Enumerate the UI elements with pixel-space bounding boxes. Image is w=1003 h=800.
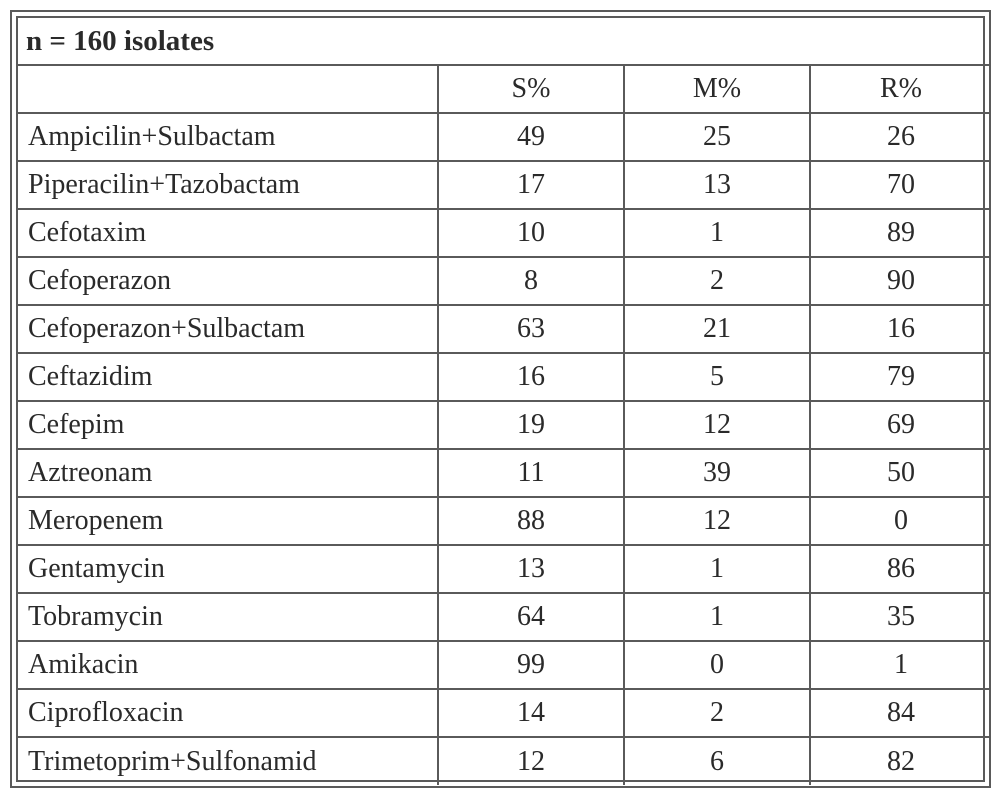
s-percent-cell: 17 [438, 161, 624, 209]
r-percent-cell: 86 [810, 545, 991, 593]
r-percent-cell: 35 [810, 593, 991, 641]
antibiotic-cell: Aztreonam [18, 449, 438, 497]
antibiotic-cell: Trimetoprim+Sulfonamid [18, 737, 438, 785]
m-percent-cell: 1 [624, 209, 810, 257]
m-percent-cell: 25 [624, 113, 810, 161]
s-percent-cell: 99 [438, 641, 624, 689]
m-percent-cell: 21 [624, 305, 810, 353]
s-percent-cell: 64 [438, 593, 624, 641]
table-row [18, 689, 991, 737]
antibiotic-cell: Piperacilin+Tazobactam [18, 161, 438, 209]
r-percent-cell: 26 [810, 113, 991, 161]
header-cell-s: S% [438, 65, 624, 113]
m-percent-cell: 6 [624, 737, 810, 785]
r-percent-cell: 16 [810, 305, 991, 353]
table-row [18, 737, 991, 785]
table-row [18, 257, 991, 305]
title-row [18, 18, 991, 65]
r-percent-cell: 50 [810, 449, 991, 497]
r-percent-cell: 0 [810, 497, 991, 545]
m-percent-cell: 5 [624, 353, 810, 401]
header-cell-blank [18, 65, 438, 113]
header-row [18, 65, 991, 113]
r-percent-cell: 69 [810, 401, 991, 449]
antibiotic-cell: Amikacin [18, 641, 438, 689]
antibiotic-cell: Ciprofloxacin [18, 689, 438, 737]
header-cell-m: M% [624, 65, 810, 113]
table-row [18, 593, 991, 641]
table-title: n = 160 isolates [18, 18, 991, 65]
r-percent-cell: 70 [810, 161, 991, 209]
antibiotic-cell: Ceftazidim [18, 353, 438, 401]
antibiotic-cell: Gentamycin [18, 545, 438, 593]
susceptibility-table [18, 18, 991, 785]
m-percent-cell: 0 [624, 641, 810, 689]
m-percent-cell: 12 [624, 401, 810, 449]
r-percent-cell: 84 [810, 689, 991, 737]
table-row [18, 401, 991, 449]
m-percent-cell: 12 [624, 497, 810, 545]
antibiotic-cell: Tobramycin [18, 593, 438, 641]
table-row [18, 161, 991, 209]
antibiotic-cell: Meropenem [18, 497, 438, 545]
header-cell-r: R% [810, 65, 991, 113]
antibiotic-cell: Cefoperazon+Sulbactam [18, 305, 438, 353]
s-percent-cell: 63 [438, 305, 624, 353]
table-inner-border [16, 16, 985, 782]
s-percent-cell: 19 [438, 401, 624, 449]
r-percent-cell: 82 [810, 737, 991, 785]
table-row [18, 641, 991, 689]
r-percent-cell: 1 [810, 641, 991, 689]
s-percent-cell: 10 [438, 209, 624, 257]
s-percent-cell: 11 [438, 449, 624, 497]
m-percent-cell: 1 [624, 545, 810, 593]
antibiotic-cell: Cefepim [18, 401, 438, 449]
m-percent-cell: 13 [624, 161, 810, 209]
antibiotic-cell: Ampicilin+Sulbactam [18, 113, 438, 161]
s-percent-cell: 12 [438, 737, 624, 785]
s-percent-cell: 49 [438, 113, 624, 161]
table-row [18, 449, 991, 497]
r-percent-cell: 79 [810, 353, 991, 401]
s-percent-cell: 14 [438, 689, 624, 737]
m-percent-cell: 39 [624, 449, 810, 497]
m-percent-cell: 1 [624, 593, 810, 641]
s-percent-cell: 16 [438, 353, 624, 401]
table-row [18, 113, 991, 161]
r-percent-cell: 90 [810, 257, 991, 305]
table-row [18, 497, 991, 545]
s-percent-cell: 8 [438, 257, 624, 305]
antibiotic-cell: Cefoperazon [18, 257, 438, 305]
table-row [18, 305, 991, 353]
table-row [18, 209, 991, 257]
s-percent-cell: 88 [438, 497, 624, 545]
table-row [18, 545, 991, 593]
s-percent-cell: 13 [438, 545, 624, 593]
m-percent-cell: 2 [624, 257, 810, 305]
antibiotic-cell: Cefotaxim [18, 209, 438, 257]
table-frame [10, 10, 991, 788]
table-row [18, 353, 991, 401]
table-body [18, 18, 991, 785]
r-percent-cell: 89 [810, 209, 991, 257]
m-percent-cell: 2 [624, 689, 810, 737]
